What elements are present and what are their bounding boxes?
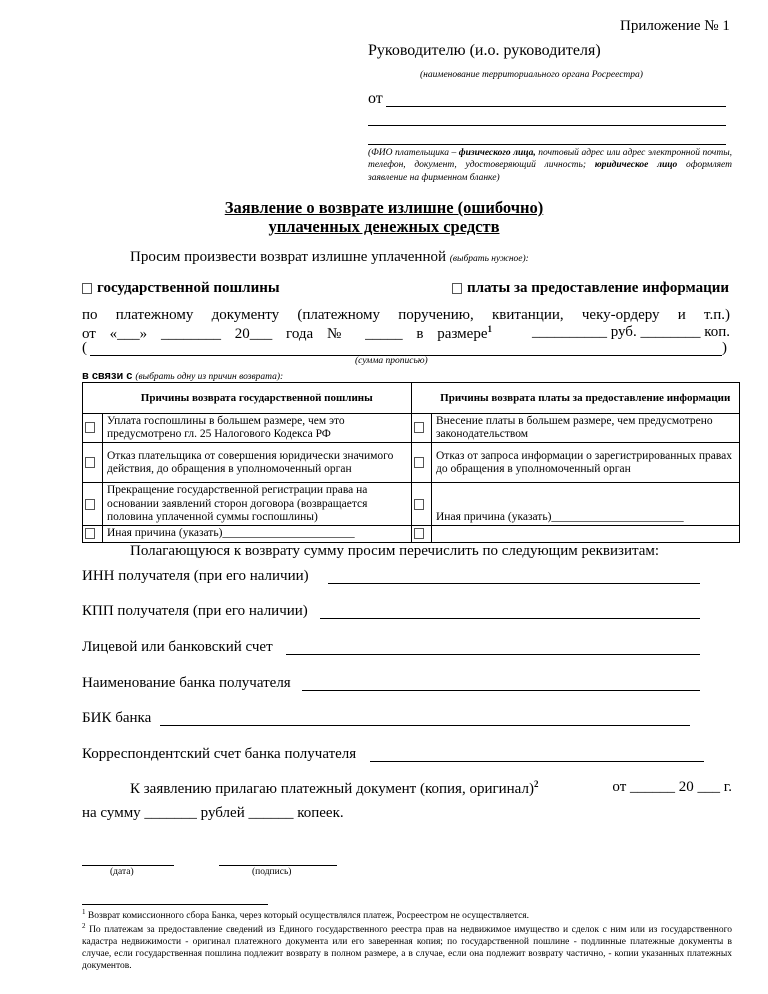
reason-checkbox[interactable]	[85, 528, 95, 539]
reason-checkbox[interactable]	[85, 457, 95, 468]
corr-account-label: Корреспондентский счет банка получателя	[82, 746, 357, 762]
attach-line-2: на сумму _______ рублей ______ копеек.	[82, 805, 344, 821]
reason-checkbox[interactable]	[85, 499, 95, 510]
col-header-state-fee: Причины возврата государственной пошлины	[103, 383, 412, 414]
reason-state-fee-1: Уплата госпошлины в большем размере, чем это предусмотрено гл. 25 Налогового Кодекса РФ	[103, 414, 412, 443]
requisites-intro: Полагающуюся к возврату сумму просим перечислить по следующим реквизитам:	[130, 543, 660, 559]
option-info-fee[interactable]: платы за предоставление информации	[452, 280, 729, 297]
reason-info-fee-other[interactable]: Иная причина (указать)_______________________	[432, 483, 740, 526]
bank-name-label: Наименование банка получателя	[82, 675, 291, 691]
option-state-fee[interactable]: государственной пошлины	[82, 280, 280, 297]
account-field[interactable]	[286, 654, 700, 655]
reason-checkbox[interactable]	[414, 499, 424, 510]
fio-caption: (ФИО плательщика – физического лица, почтовый адрес или адрес электронной почты, телефон, документ, удостоверяющий личность; юридическое лицо оформляет заявление на фирменном бланке)	[368, 148, 732, 183]
from-field-line-2[interactable]	[368, 125, 726, 126]
from-field-line-1[interactable]	[386, 106, 726, 107]
signature-caption: (подпись)	[252, 867, 292, 877]
reason-info-fee-2: Отказ от запроса информации о зарегистрированных правах до обращения в уполномоченный орган	[432, 443, 740, 483]
account-label: Лицевой или банковский счет	[82, 639, 273, 655]
date-caption: (дата)	[110, 867, 134, 877]
request-text: Просим произвести возврат излишне уплаченной (выбрать нужное):	[130, 249, 529, 265]
sum-close-paren: )	[722, 340, 727, 356]
reason-checkbox[interactable]	[414, 422, 424, 433]
addressee-caption: (наименование территориального органа Росреестра)	[420, 70, 643, 80]
state-fee-checkbox[interactable]	[82, 283, 92, 294]
reason-state-fee-2: Отказ плательщика от совершения юридически значимого действия, до обращения в уполномоченный орган	[103, 443, 412, 483]
payment-line-2: от «___» ________ 20___ года № _____ в размере$^1$ __________ руб. ________ коп.	[82, 324, 730, 342]
date-field[interactable]	[82, 865, 174, 866]
col-header-info-fee: Причины возврата платы за предоставление информации	[432, 383, 740, 414]
reasons-table	[82, 382, 740, 543]
bik-label: БИК банка	[82, 710, 152, 726]
info-fee-checkbox[interactable]	[452, 283, 462, 294]
sum-caption: (сумма прописью)	[355, 356, 428, 366]
from-field-line-3[interactable]	[368, 144, 726, 145]
document-title-line-2: уплаченных денежных средств	[268, 217, 500, 236]
from-label: от	[368, 90, 383, 107]
signature-field[interactable]	[219, 865, 337, 866]
sum-open-paren: (	[82, 340, 87, 356]
corr-account-field[interactable]	[370, 761, 704, 762]
document-title-line-1: Заявление о возврате излишне (ошибочно)	[224, 198, 544, 217]
reason-checkbox[interactable]	[414, 457, 424, 468]
bik-field[interactable]	[160, 725, 690, 726]
reason-label: в связи с (выбрать одну из причин возврата):	[82, 370, 284, 382]
attach-line-1: К заявлению прилагаю платежный документ (копия, оригинал)$^2$ от ______ 20 ___ г.	[130, 779, 732, 797]
reason-checkbox[interactable]	[85, 422, 95, 433]
appendix-label: Приложение № 1	[620, 18, 730, 34]
reason-state-fee-other[interactable]: Иная причина (указать)_______________________	[103, 526, 412, 543]
footnote-separator	[82, 904, 268, 905]
inn-label: ИНН получателя (при его наличии)	[82, 568, 309, 584]
addressee-line: Руководителю (и.о. руководителя)	[368, 42, 601, 59]
reason-info-fee-empty	[432, 526, 740, 543]
inn-field[interactable]	[328, 583, 700, 584]
reason-state-fee-3: Прекращение государственной регистрации права на основании заявлений сторон договора (возвращается половина уплаченной суммы госпошлины)	[103, 483, 412, 526]
kpp-label: КПП получателя (при его наличии)	[82, 603, 308, 619]
footnote-2: $^2$ По платежам за предоставление сведений из Единого государственного реестра прав на недвижимое имущество и сделок с ним или из государственного кадастра недвижимости - оригинал платежного документа или его заверенная копия; по государственной пошлине - подлинные платежные документы в случае, если государственная пошлина подлежит возврату в полном размере, а в случае, если она подлежит возврату частично, - копии указанных платежных документов.	[82, 922, 732, 971]
payment-line-1: по платежному документу (платежному поручению, квитанции, чеку-ордеру и т.п.)	[82, 307, 730, 323]
kpp-field[interactable]	[320, 618, 700, 619]
bank-name-field[interactable]	[302, 690, 700, 691]
reason-checkbox[interactable]	[414, 528, 424, 539]
reason-info-fee-1: Внесение платы в большем размере, чем предусмотрено законодательством	[432, 414, 740, 443]
footnote-1: $^1$ Возврат комиссионного сбора Банка, через который осуществлялся платеж, Росреестром не осуществляется.	[82, 908, 530, 922]
